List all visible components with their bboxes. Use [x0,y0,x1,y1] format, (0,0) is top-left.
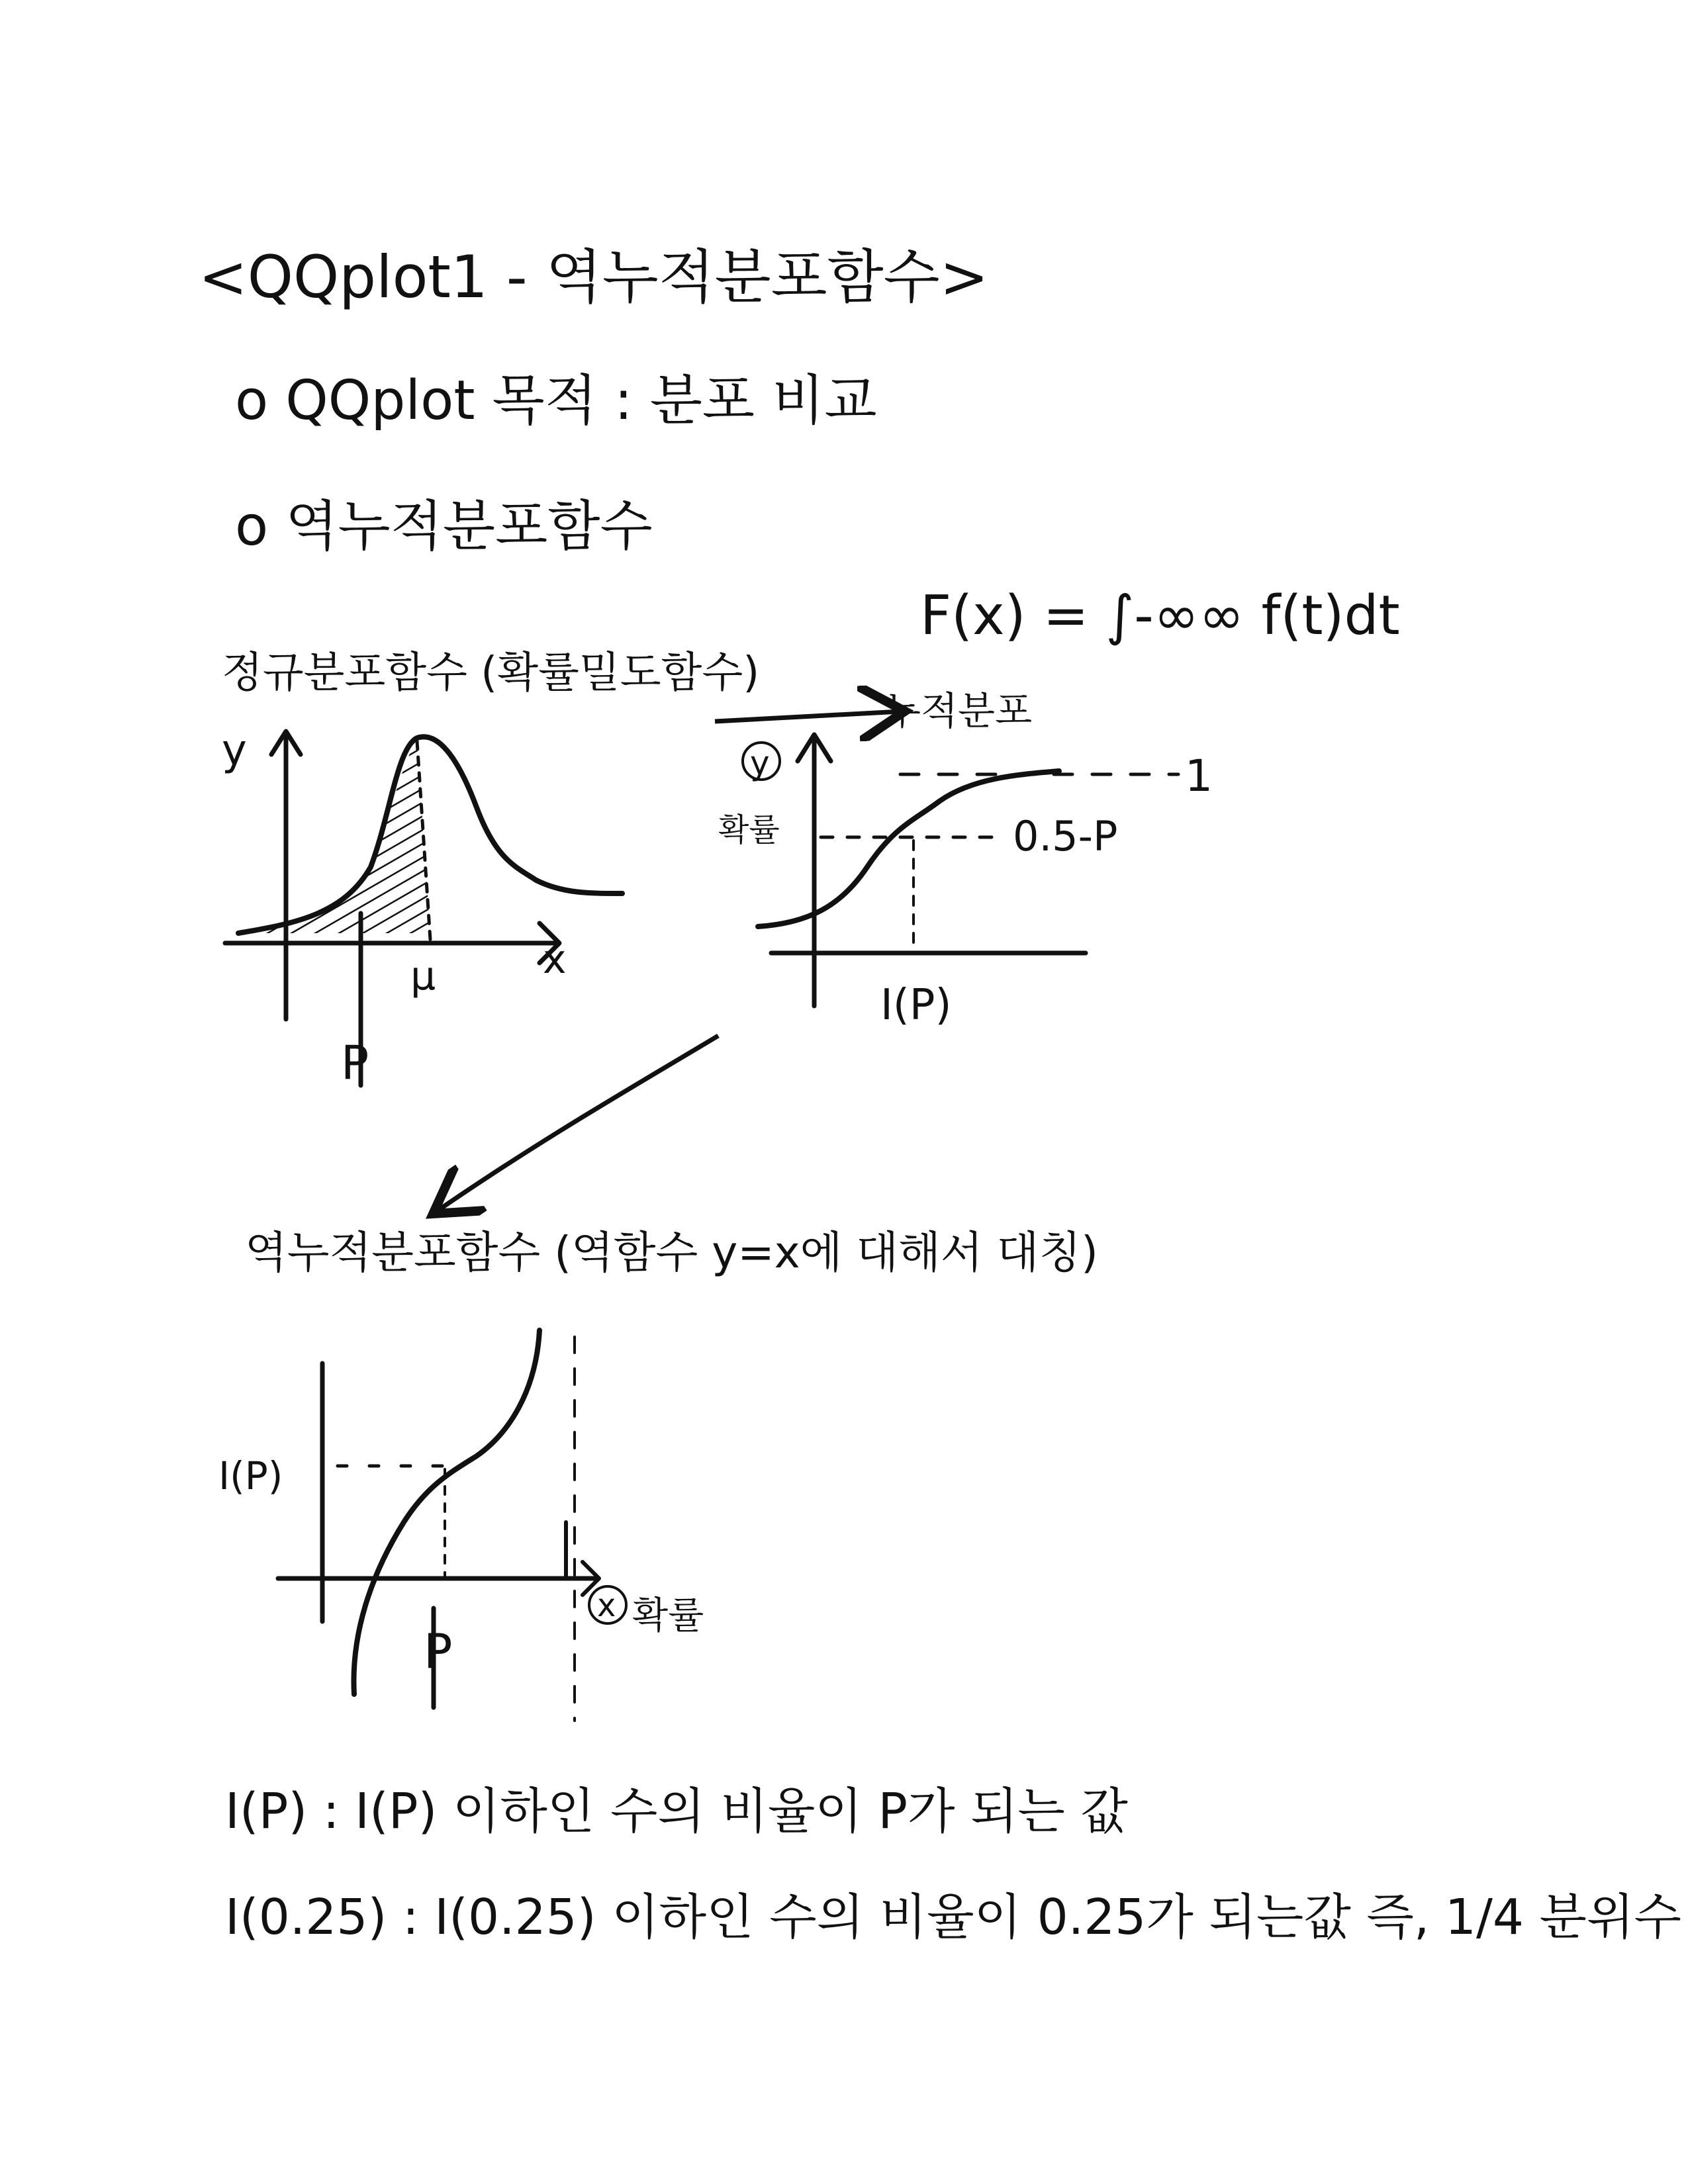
bullet-qqplot-purpose: o QQplot 목적 : 분포 비교 [235,369,877,432]
p-label: P [341,1036,369,1090]
mu-label: μ [410,953,436,999]
definition-ip: I(P) : I(P) 이하인 수의 비율이 P가 되는 값 [225,1783,1128,1840]
page-title: <QQplot1 - 역누적분포함수> [199,243,989,311]
normal-density-sketch [225,731,622,1085]
top-value-label: 1 [1185,751,1213,801]
cumulative-y-axis-caption: 확률 [718,811,780,848]
to-cumulative-arrow [715,711,900,721]
normal-distribution-label: 정규분포함수 (확률밀도함수) [222,649,760,698]
inverse-p-label: P [424,1623,453,1679]
cumulative-y-axis-label: y [750,744,770,782]
inverse-x-axis-caption: 확률 [632,1594,704,1637]
cumulative-distribution-label: 누적분포 [884,688,1033,733]
to-inverse-arrow [437,1036,718,1211]
inverse-cdf-label: 역누적분포함수 (역함수 y=x에 대해서 대칭) [245,1227,1098,1278]
bell-curve [238,737,622,933]
cumulative-distribution-sketch [743,735,1178,1006]
ip-x-label: I(P) [880,981,952,1030]
mid-value-label: 0.5-P [1013,812,1118,860]
bullet-inverse-cdf: o 역누적분포함수 [235,495,653,558]
normal-y-axis-label: y [222,726,247,775]
inverse-x-axis-label: x [597,1587,616,1624]
normal-x-axis-label: x [543,936,567,983]
inverse-ip-label: I(P) [218,1453,283,1498]
definition-i025: I(0.25) : I(0.25) 이하인 수의 비율이 0.25가 되는값 즉, 1/4 분위수 [225,1889,1681,1946]
cdf-formula: F(x) = ∫-∞∞ f(t)dt [920,584,1400,647]
